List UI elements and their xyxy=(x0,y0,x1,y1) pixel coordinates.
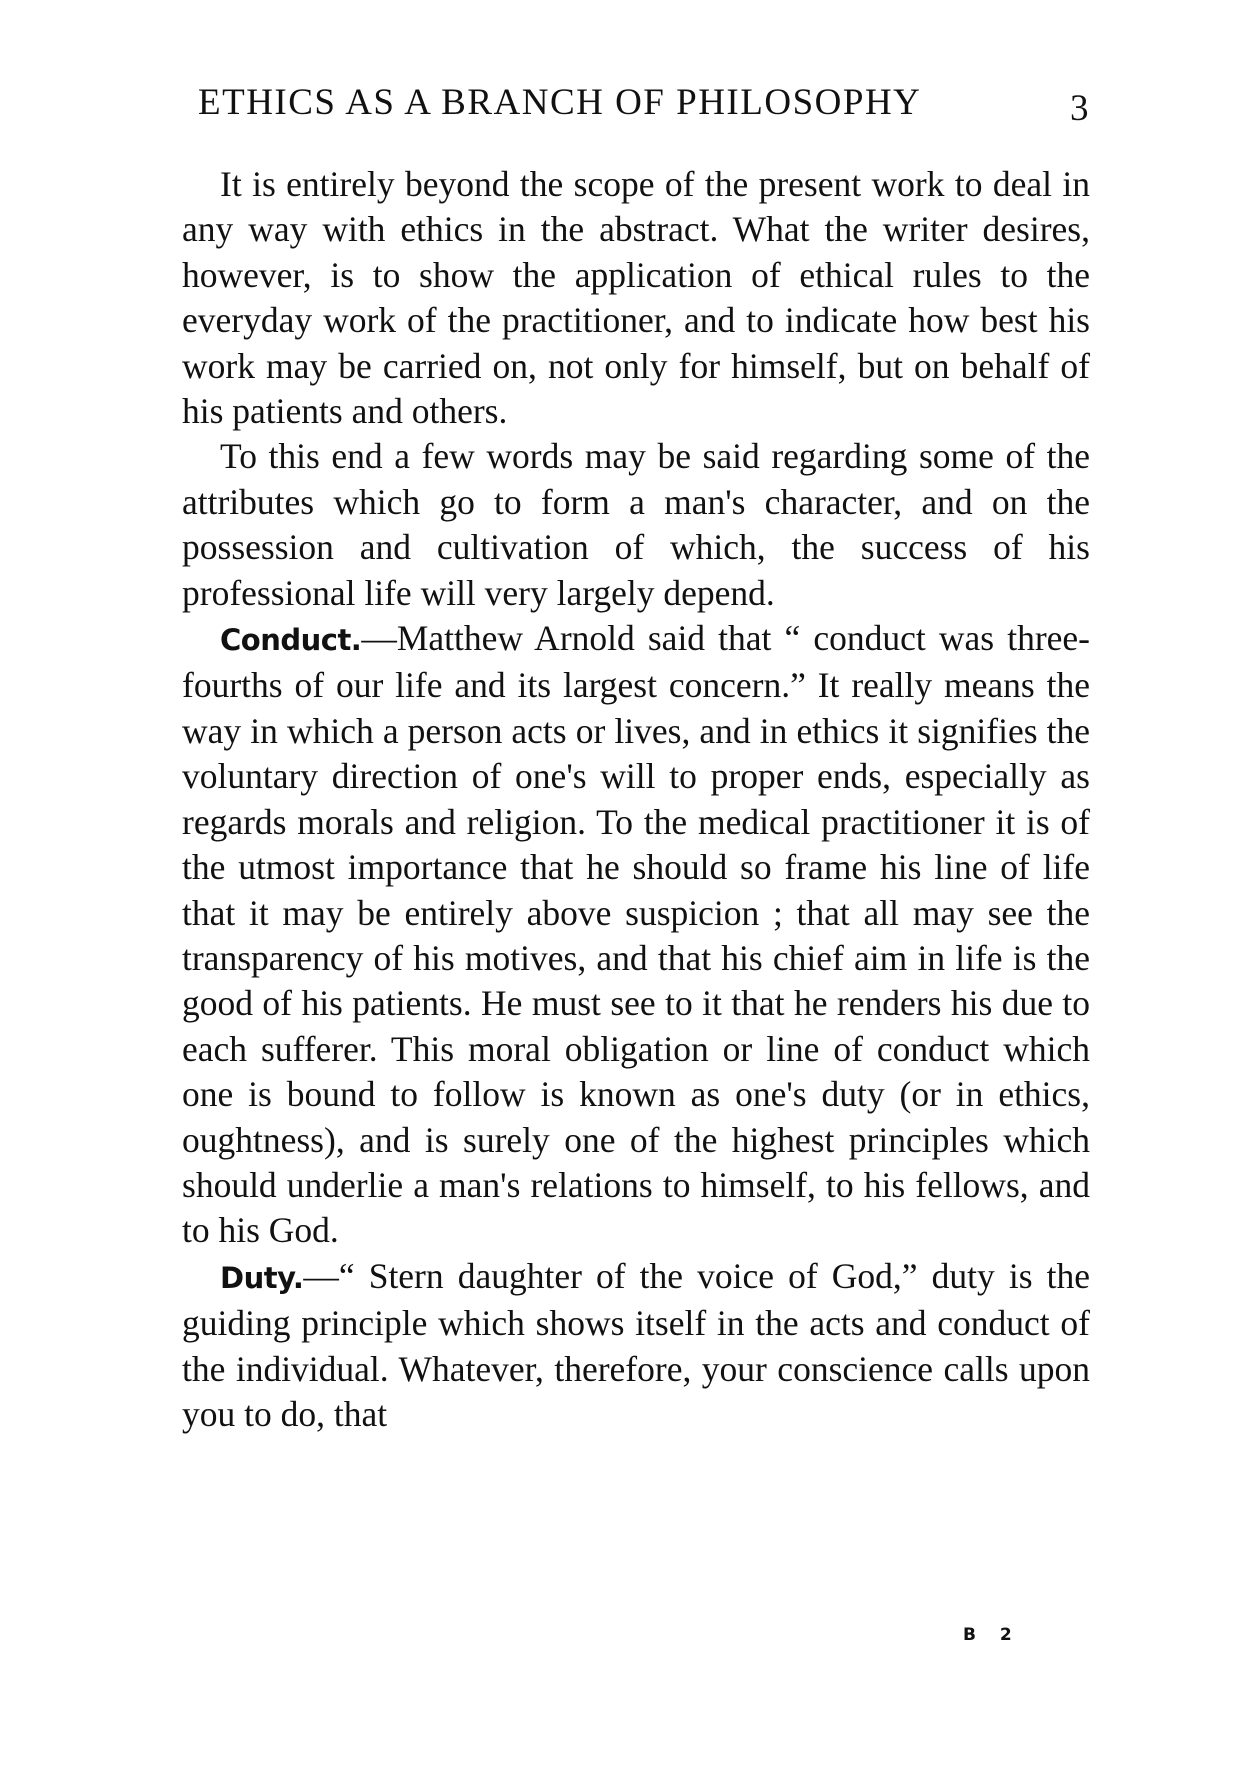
section-heading-duty: Duty. xyxy=(220,1260,304,1295)
paragraph xyxy=(182,162,1090,434)
body-text xyxy=(182,162,1090,1437)
running-head xyxy=(182,72,1090,134)
paragraph-duty xyxy=(182,1254,1090,1438)
paragraph-text: —“ Stern daughter of the voice of God,” duty is the guiding principle which shows itself in the acts and conduct of the individual. Whatever, therefore, your conscience calls upon you to do, that xyxy=(182,1255,1090,1434)
paragraph-text: —Matthew Arnold said that “ conduct was three-fourths of our life and its largest concern.” It really means the way in which a person acts or lives, and in ethics it signifies the voluntary direction of one's will to proper ends, especially as regards morals and religion. To the medical practitioner it is of the utmost importance that he should so frame his line of life that it may be entirely above suspicion ; that all may see the transparency of his motives, and that his chief aim in life is the good of his patients. He must see to it that he renders his due to each sufferer. This moral obligation or line of conduct which one is bound to follow is known as one's duty (or in ethics, oughtness), and is surely one of the highest principles which should underlie a man's relations to himself, to his fellows, and to his God. xyxy=(182,618,1090,1251)
page-number: 3 xyxy=(1070,88,1090,129)
paragraph-text: To this end a few words may be said regarding some of the attributes which go to form a man's character, and on the possession and cultivation of which, the success of his professional life will very largely depend. xyxy=(182,436,1090,613)
running-title: ETHICS AS A BRANCH OF PHILOSOPHY xyxy=(198,82,922,123)
paragraph-text: It is entirely beyond the scope of the present work to deal in any way with ethics in the abstract. What the writer desires, however, is to show the application of ethical rules to the everyday work of the practitioner, and to indicate how best his work may be carried on, not only for himself, but on behalf of his patients and others. xyxy=(182,164,1090,432)
book-page xyxy=(182,72,1090,1437)
paragraph xyxy=(182,434,1090,616)
signature-mark: B 2 xyxy=(963,1625,1021,1645)
section-heading-conduct: Conduct. xyxy=(220,623,362,658)
paragraph-conduct xyxy=(182,616,1090,1254)
